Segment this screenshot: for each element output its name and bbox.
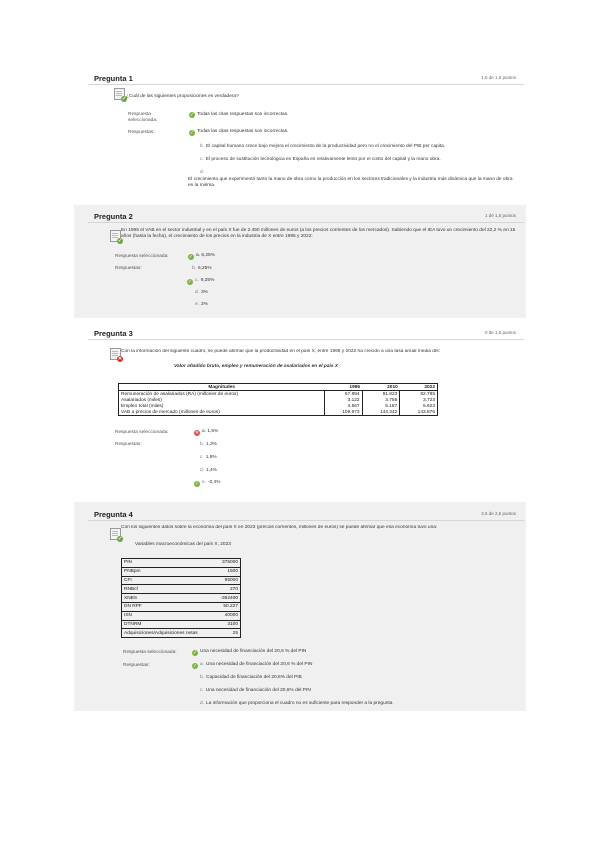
table-row [122, 594, 241, 603]
answer-option: e. 2% [195, 302, 208, 307]
table-cell: 50.227 [214, 602, 240, 611]
table-row [122, 620, 241, 629]
question-icon [114, 88, 125, 100]
question-title: Pregunta 4 [94, 510, 133, 519]
answers-label: Respuestas: [123, 663, 150, 668]
table-cell: Adquisiciones/Adquisiciones netas [122, 629, 215, 638]
table-cell: PNBpm [122, 567, 215, 576]
question-text: En 1995 el VAB en el sector industrial y en el país X fue de 2.450 millones de euros (a los precios corrientes de los mercados). Sabiendo que el IEA tuvo un crecimiento del 22,2 % en 15 años (hasta la fecha), el crecimiento de los precios en la industria de X entre 1995 y 2022: [121, 228, 516, 239]
table-cell: RNBcf [122, 585, 215, 594]
table-cell: 82.785 [400, 391, 438, 398]
question-text: ¿Cuál de las siguientes proposiciones es verdadera? [126, 94, 239, 99]
question-text: Con los siguientes datos sobre la economía del país X en 2023 (precios corrientes, millones de euros) se puede afirmar que esa economía tuvo una: [121, 525, 438, 530]
table-cell: 144.342 [362, 409, 400, 416]
table-cell: 67.894 [324, 391, 362, 398]
table-cell: DTNRM [122, 620, 215, 629]
answer-option: a. Una necesidad de financiación del 20,6 % del PIN [200, 662, 313, 667]
table-cell: 375000 [214, 559, 240, 568]
question-icon [110, 230, 121, 242]
table-cell: 4.567 [324, 403, 362, 409]
selected-answer: Una necesidad de financiación del 20,6 % del PIN [200, 649, 307, 654]
table-cell: 5.187 [362, 403, 400, 409]
table-cell: 5.623 [400, 403, 438, 409]
table-cell: Asalariados (miles) [121, 397, 162, 403]
table-row [122, 585, 241, 594]
table-cell: CFI [122, 576, 215, 585]
table-cell: 25 [214, 629, 240, 638]
correct-badge-icon: ✓ [117, 536, 123, 542]
question-score: 1 de 1,5 puntos [484, 213, 516, 218]
answer-option: b. 1,3% [200, 442, 217, 447]
table-cell: Remuneración de asalariados (RA) (millones de euros) [121, 391, 239, 397]
question-icon [110, 348, 121, 360]
table-cell: Empleo total (miles) [121, 403, 164, 409]
question-score: 1,5 de 1,5 puntos [481, 75, 516, 80]
question-score: 2,5 de 2,5 puntos [481, 511, 516, 516]
table-cell: VAB a precios de mercado (millones de euros) [121, 409, 220, 415]
table-title: Variables macroeconómicas del país X, 2023 [135, 542, 231, 547]
selected-answer-label: Respuesta seleccionada: [128, 112, 158, 123]
question-title: Pregunta 3 [94, 329, 133, 338]
selected-answer: a. 6,25% [196, 253, 215, 258]
answer-option: d. 3% [195, 290, 208, 295]
divider [88, 84, 524, 85]
question-1 [88, 74, 524, 204]
table-cell: 91.823 [362, 391, 400, 398]
table-header: 2022 [400, 384, 438, 391]
answers-label: Respuestas: [115, 442, 142, 447]
answer-option: d. 1,4% [200, 468, 217, 473]
table-cell: 1500 [214, 567, 240, 576]
question-4 [88, 510, 524, 710]
correct-check-icon: ✓ [189, 112, 195, 118]
question-text: Con la información del siguiente cuadro, se puede afirmar que la productividad en el país X, entre 1995 y 2022 ha crecido a una tasa anual media del: [121, 349, 440, 354]
table-header: 2010 [362, 384, 400, 391]
table-cell: 40000 [214, 611, 240, 620]
divider [88, 520, 524, 521]
correct-check-icon: ✓ [192, 650, 198, 656]
correct-check-icon: ✓ [189, 130, 195, 136]
table-cell: 270 [214, 585, 240, 594]
answer-option: Todas las citas respuestas son incorrectas. [197, 129, 289, 134]
answer-option: c. 9,25% [195, 278, 215, 283]
correct-check-icon: ✓ [187, 279, 193, 285]
correct-badge-icon: ✓ [117, 238, 123, 244]
selected-answer: Todas las citas respuestas son incorrectas. [197, 112, 289, 117]
question-3 [88, 329, 524, 489]
table-header-row [119, 384, 438, 391]
table-row [122, 576, 241, 585]
incorrect-x-icon: ✕ [194, 430, 200, 436]
table-cell: 143.876 [400, 409, 438, 416]
table-cell: 3.122 [324, 397, 362, 403]
table-header: 1995 [324, 384, 362, 391]
selected-answer: a. 1,5% [202, 429, 219, 434]
table-row [122, 602, 241, 611]
correct-badge-icon: ✓ [121, 96, 127, 102]
answer-option: b. 6,25% [192, 266, 212, 271]
table-row [122, 611, 241, 620]
table-row [122, 567, 241, 576]
question-2 [88, 212, 524, 317]
correct-check-icon: ✓ [194, 481, 200, 487]
divider [88, 339, 524, 340]
feedback-text: El crecimiento que experimentó tanto la mano de obra como la producción en los sectores tradicionales y la industria más dinámica que la mano de obra en la misma. [188, 177, 513, 188]
table-header: Magnitudes [119, 384, 325, 391]
answer-option: d. [200, 170, 205, 175]
answer-option: e. -0,4% [202, 480, 221, 485]
table-cell: ISN [122, 611, 215, 620]
answer-option: b. Capacidad de financiación del 20,6% del PIB [200, 675, 302, 680]
question-score: 0 de 1,5 puntos [484, 330, 516, 335]
table-cell: 3100 [214, 620, 240, 629]
divider [88, 222, 524, 223]
table-title: Valor añadido bruto, empleo y remuneración de asalariados en el país X [174, 364, 339, 369]
answer-option: c. El proceso de sustitución tecnológica en España es relativamente lento por el costo del capital y la mano obra. [200, 157, 441, 162]
answers-label: Respuestas: [128, 130, 155, 135]
table-row [122, 629, 241, 638]
question-title: Pregunta 2 [94, 212, 133, 221]
selected-answer-label: Respuesta seleccionada: [115, 254, 169, 259]
table-cell: -362400 [214, 594, 240, 603]
incorrect-badge-icon: ✕ [117, 356, 123, 362]
data-table [121, 558, 241, 638]
correct-check-icon: ✓ [192, 663, 198, 669]
answer-option: d. La información que proporciona el cuadro no es suficiente para responder a la pregunta [200, 701, 393, 706]
answer-option: c. Una necesidad de financiación del 20,6% del PIN [200, 688, 311, 693]
selected-answer-label: Respuesta seleccionada: [115, 430, 169, 435]
answer-option: b. El capital humano crece bajo mejora el crecimiento de la productividad pero no el crecimiento del PIB per capita. [200, 144, 446, 149]
selected-answer-label: Respuesta seleccionada: [123, 650, 177, 655]
data-table [118, 383, 438, 416]
correct-check-icon: ✓ [188, 254, 194, 260]
table-row [119, 409, 438, 416]
table-cell: 3.723 [400, 397, 438, 403]
table-cell: PIN [122, 559, 215, 568]
table-cell: 95000 [214, 576, 240, 585]
question-icon [110, 528, 121, 540]
table-row [122, 559, 241, 568]
table-cell: DN RPF [122, 602, 215, 611]
table-cell: 3.756 [362, 397, 400, 403]
table-cell: XNBS [122, 594, 215, 603]
question-title: Pregunta 1 [94, 74, 133, 83]
table-cell: 109.673 [324, 409, 362, 416]
answers-label: Respuestas: [115, 266, 142, 271]
answer-option: c. 1,8% [200, 455, 217, 460]
